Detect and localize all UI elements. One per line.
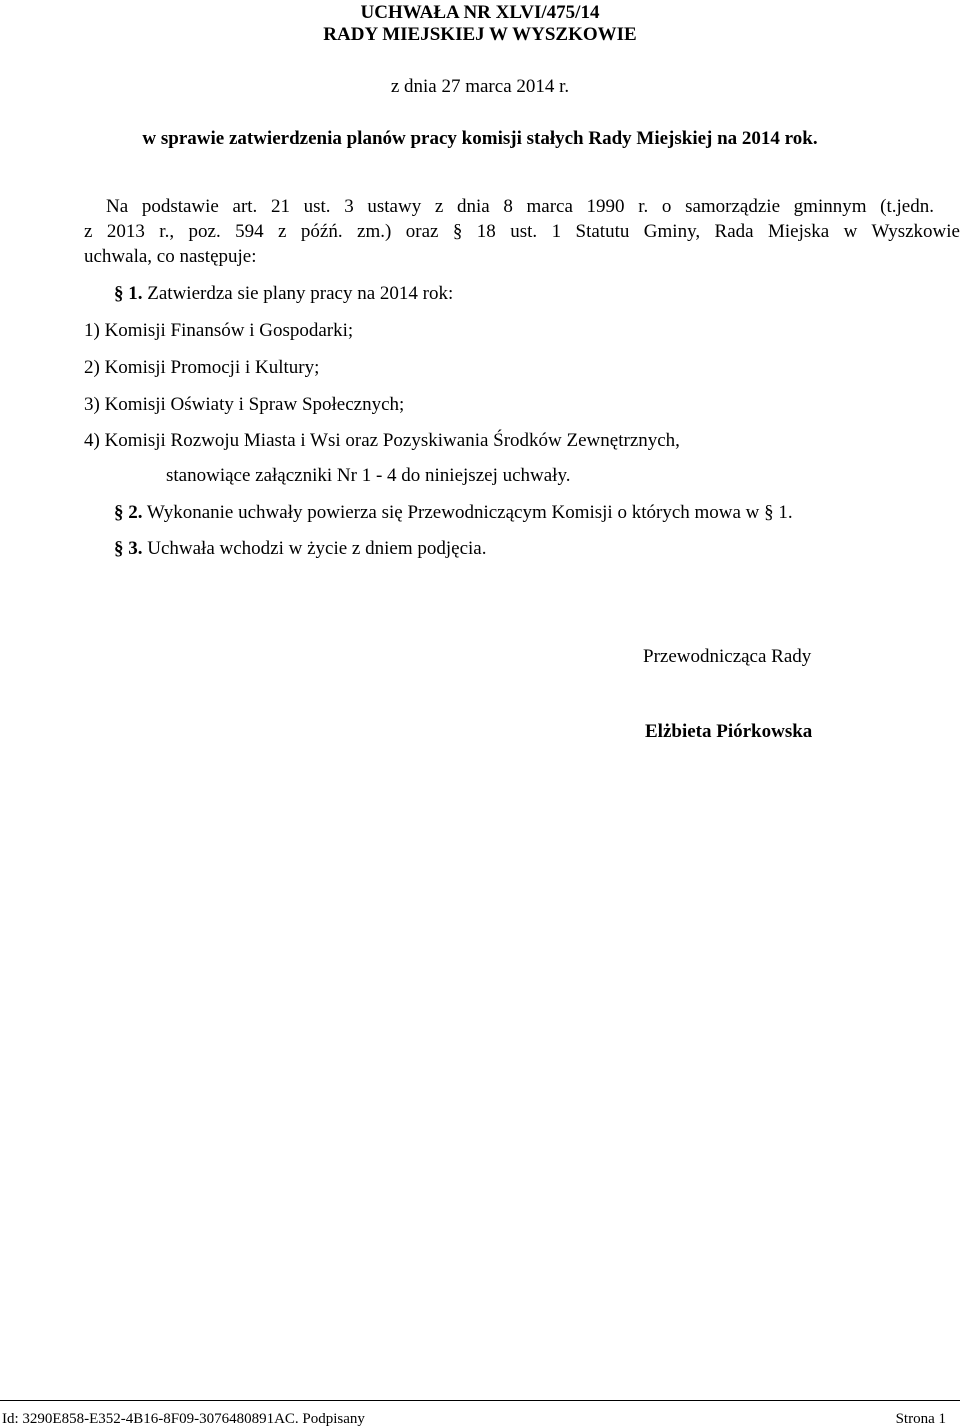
- preamble-line-2: z 2013 r., poz. 594 z późń. zm.) oraz § 18 ust. 1 Statutu Gminy, Rada Miejska w Wyszkowie: [84, 221, 960, 242]
- preamble-line-3: uchwala, co następuje:: [84, 246, 257, 267]
- list-item: 3) Komisji Oświaty i Spraw Społecznych;: [84, 394, 405, 415]
- section-2: [114, 502, 793, 524]
- section-3-text: Uchwała wchodzi w życie z dniem podjęcia.: [147, 538, 487, 559]
- list-item: 4) Komisji Rozwoju Miasta i Wsi oraz Pozyskiwania Środków Zewnętrznych,: [84, 430, 680, 451]
- section-1-text: Zatwierdza sie plany pracy na 2014 rok:: [147, 283, 454, 304]
- signatory-role: Przewodnicząca Rady: [643, 646, 812, 667]
- section-3: [114, 538, 486, 560]
- section-1: [114, 283, 453, 305]
- section-2-text: Wykonanie uchwały powierza się Przewodniczącym Komisji o których mowa w § 1.: [146, 502, 793, 523]
- page-number: Strona 1: [895, 1411, 946, 1427]
- attachments-note: stanowiące załączniki Nr 1 - 4 do niniejszej uchwały.: [166, 465, 571, 486]
- footer-divider: [0, 1400, 960, 1401]
- document-id: Id: 3290E858-E352-4B16-8F09-3076480891AC. Podpisany: [2, 1411, 365, 1427]
- section-3-marker: § 3.: [114, 538, 143, 559]
- section-1-marker: § 1.: [114, 283, 143, 304]
- resolution-title: UCHWAŁA NR XLVI/475/14: [360, 2, 600, 23]
- section-2-marker: § 2.: [114, 502, 143, 523]
- resolution-date: z dnia 27 marca 2014 r.: [390, 76, 570, 97]
- resolution-subject: w sprawie zatwierdzenia planów pracy komisji stałych Rady Miejskiej na 2014 rok.: [142, 128, 818, 149]
- signatory-name: Elżbieta Piórkowska: [645, 721, 813, 742]
- list-item: 1) Komisji Finansów i Gospodarki;: [84, 320, 354, 341]
- list-item: 2) Komisji Promocji i Kultury;: [84, 357, 320, 378]
- council-name: RADY MIEJSKIEJ W WYSZKOWIE: [323, 24, 637, 45]
- preamble-line-1: Na podstawie art. 21 ust. 3 ustawy z dnia 8 marca 1990 r. o samorządzie gminnym (t.jedn.: [106, 196, 934, 217]
